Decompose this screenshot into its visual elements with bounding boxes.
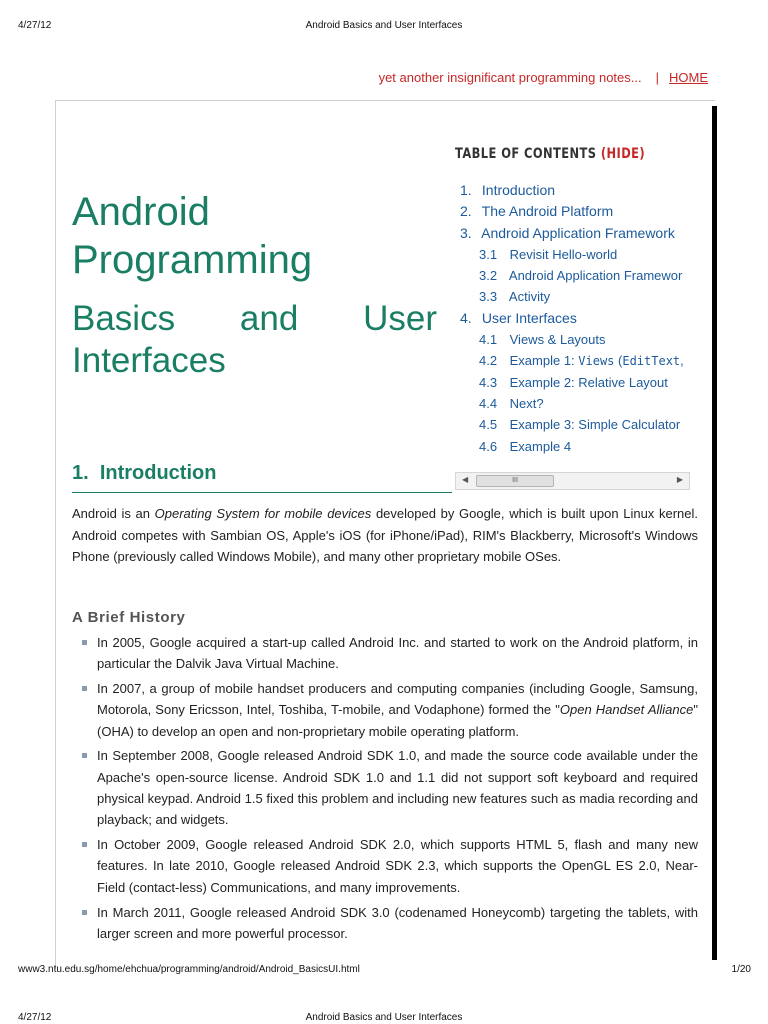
list-item — [80, 678, 698, 742]
toc-horizontal-scrollbar[interactable] — [455, 472, 690, 490]
toc-item-label: The Android Platform — [481, 203, 614, 220]
toc-item-label: Introduction — [481, 182, 556, 198]
toc-item-number: 2. — [460, 203, 472, 220]
history-list — [80, 632, 698, 948]
toc-item-label: Example 4 — [509, 438, 572, 454]
title-line-1: Android — [72, 190, 210, 234]
section-heading-introduction — [72, 462, 216, 485]
section-title: Introduction — [99, 462, 217, 484]
section-heading-underline — [72, 492, 452, 493]
list-item — [80, 902, 698, 945]
toc-item-number: 3. — [460, 224, 472, 241]
toc-item-label: Revisit Hello-world — [509, 246, 618, 262]
toc-item-number: 1. — [460, 182, 472, 198]
title-line-2: Programming — [72, 238, 313, 282]
toc-item-label: Example 3: Simple Calculator — [509, 417, 681, 433]
list-item-text: In March 2011, Google released Android SDK 3.0 (codenamed Honeycomb) targeting the tablets, with larger screen and more powerful processor. — [97, 904, 698, 941]
print-footer — [0, 960, 768, 980]
scrollbar-thumb[interactable]: III — [476, 475, 554, 487]
toc-item-application-framework[interactable] — [460, 223, 695, 244]
intro-text-start: Android is an — [72, 506, 155, 521]
list-item-text: In October 2009, Google released Android SDK 2.0, which supports HTML 5, flash and many new features. In late 2010, Google released Android SDK 2.3, which supports the OpenGL ES 2.0, Near-Field (contact-less) Communications, and many improvements. — [97, 837, 698, 895]
subtitle-line-1 — [72, 298, 437, 340]
toc-item-number: 4.6 — [479, 438, 498, 454]
toc-item-label-suffix: , — [680, 353, 684, 369]
bullet-icon — [82, 686, 87, 691]
toc-hide-link[interactable]: (HIDE) — [600, 146, 646, 162]
toc-item-example-1[interactable] — [460, 350, 695, 371]
subtitle-line-2: Interfaces — [72, 341, 226, 380]
bullet-icon — [82, 753, 87, 758]
list-item-text-start: In 2007, a group of mobile handset producers and computing companies (including Google, Samsung, Motorola, Sony Ericsson, Intel, Toshiba, T-mobile, and Vodaphone) formed the " — [97, 681, 698, 718]
page-edge-rule — [712, 106, 717, 960]
toc-item-label-code-2: EditText — [622, 354, 681, 369]
toc-item-example-3[interactable] — [460, 414, 695, 435]
toc-item-next[interactable] — [460, 393, 695, 414]
toc-item-label: Next? — [509, 395, 544, 411]
toc-item-number: 3.3 — [479, 289, 498, 305]
toc-item-activity[interactable] — [460, 286, 695, 307]
subtitle-word-3: User — [363, 299, 437, 338]
toc-item-number: 4.3 — [479, 374, 498, 390]
subtitle-word-2: and — [239, 299, 299, 338]
bullet-icon — [82, 910, 87, 915]
toc-item-label-prefix: Example 1: — [509, 353, 579, 369]
toc-item-number: 3.2 — [479, 268, 498, 284]
list-item — [80, 632, 698, 675]
toc-item-android-platform[interactable] — [460, 201, 695, 222]
site-tagline — [379, 70, 708, 85]
toc-item-revisit-hello-world[interactable] — [460, 244, 695, 265]
intro-text-end: developed by Google, which is built upon Linux kernel. Android competes with Sambian OS, Apple's iOS (for iPhone/iPad), RIM's Blackberry, Microsoft's Windows Phone (previously called Windows Mobile), and many other proprietary mobile OSes. — [72, 506, 698, 564]
toc-item-label-mid: ( — [614, 353, 623, 369]
list-item — [80, 745, 698, 830]
toc-item-number: 4.1 — [479, 332, 498, 348]
toc-list — [460, 180, 695, 457]
bullet-icon — [82, 842, 87, 847]
toc-item-label: Android Application Framework — [481, 224, 675, 241]
next-page-date: 4/27/12 — [18, 1012, 52, 1023]
subheading-brief-history: A Brief History — [72, 609, 186, 626]
toc-item-number: 4.2 — [479, 353, 498, 369]
toc-item-label: User Interfaces — [481, 309, 577, 326]
toc-item-introduction[interactable] — [460, 180, 695, 201]
bullet-icon — [82, 640, 87, 645]
tagline-text: yet another insignificant programming notes... — [378, 70, 642, 85]
toc-item-views-layouts[interactable] — [460, 329, 695, 350]
print-page-number: 1/20 — [731, 964, 751, 975]
toc-item-number: 3.1 — [479, 246, 498, 262]
toc-header-label: TABLE OF CONTENTS — [455, 146, 597, 162]
home-link[interactable]: HOME — [669, 70, 708, 85]
list-item-text-end: " (OHA) to develop an open and non-proprietary mobile operating platform. — [97, 702, 698, 739]
print-date: 4/27/12 — [18, 20, 52, 31]
section-number: 1. — [72, 462, 89, 484]
toc-item-number: 4.5 — [479, 417, 498, 433]
page-subtitle — [72, 298, 437, 382]
scroll-left-arrow-icon[interactable]: ◀ — [462, 475, 469, 484]
intro-paragraph — [72, 503, 698, 568]
toc-header — [455, 146, 652, 162]
list-item-text: In 2005, Google acquired a start-up called Android Inc. and started to work on the Android platform, in particular the Dalvik Java Virtual Machine. — [97, 635, 698, 672]
toc-item-label: Example 2: Relative Layout — [509, 374, 668, 390]
table-of-contents — [455, 146, 695, 496]
print-header — [0, 0, 768, 50]
toc-item-example-2[interactable] — [460, 372, 695, 393]
subtitle-word-1: Basics — [72, 299, 176, 338]
print-url: www3.ntu.edu.sg/home/ehchua/programming/android/Android_BasicsUI.html — [18, 964, 360, 975]
list-item-text-emphasis: Open Handset Alliance — [559, 702, 694, 718]
toc-item-label: Android Application Framewor — [508, 268, 683, 284]
list-item — [80, 834, 698, 898]
toc-item-example-4[interactable] — [460, 436, 695, 457]
next-page-title: Android Basics and User Interfaces — [305, 1012, 463, 1023]
toc-item-number: 4. — [460, 309, 472, 326]
toc-item-framework-subsection[interactable] — [460, 265, 695, 286]
tagline-separator: | — [655, 70, 659, 85]
page-title — [72, 188, 312, 284]
scroll-right-arrow-icon[interactable]: ▶ — [676, 475, 683, 484]
print-title: Android Basics and User Interfaces — [305, 20, 463, 31]
list-item-text: In September 2008, Google released Android SDK 1.0, and made the source code available under the Apache's open-source license. Android SDK 1.0 and 1.1 did not support soft keyboard and required physical keypad. Android 1.5 fixed this problem and including new features such as madia recording and playback; and widgets. — [97, 748, 698, 828]
intro-text-emphasis: Operating System for mobile devices — [154, 506, 372, 521]
toc-item-user-interfaces[interactable] — [460, 308, 695, 329]
toc-item-label: Activity — [508, 289, 551, 305]
toc-item-label-code: Views — [578, 354, 615, 369]
toc-item-number: 4.4 — [479, 395, 498, 411]
toc-item-label: Views & Layouts — [509, 332, 606, 348]
